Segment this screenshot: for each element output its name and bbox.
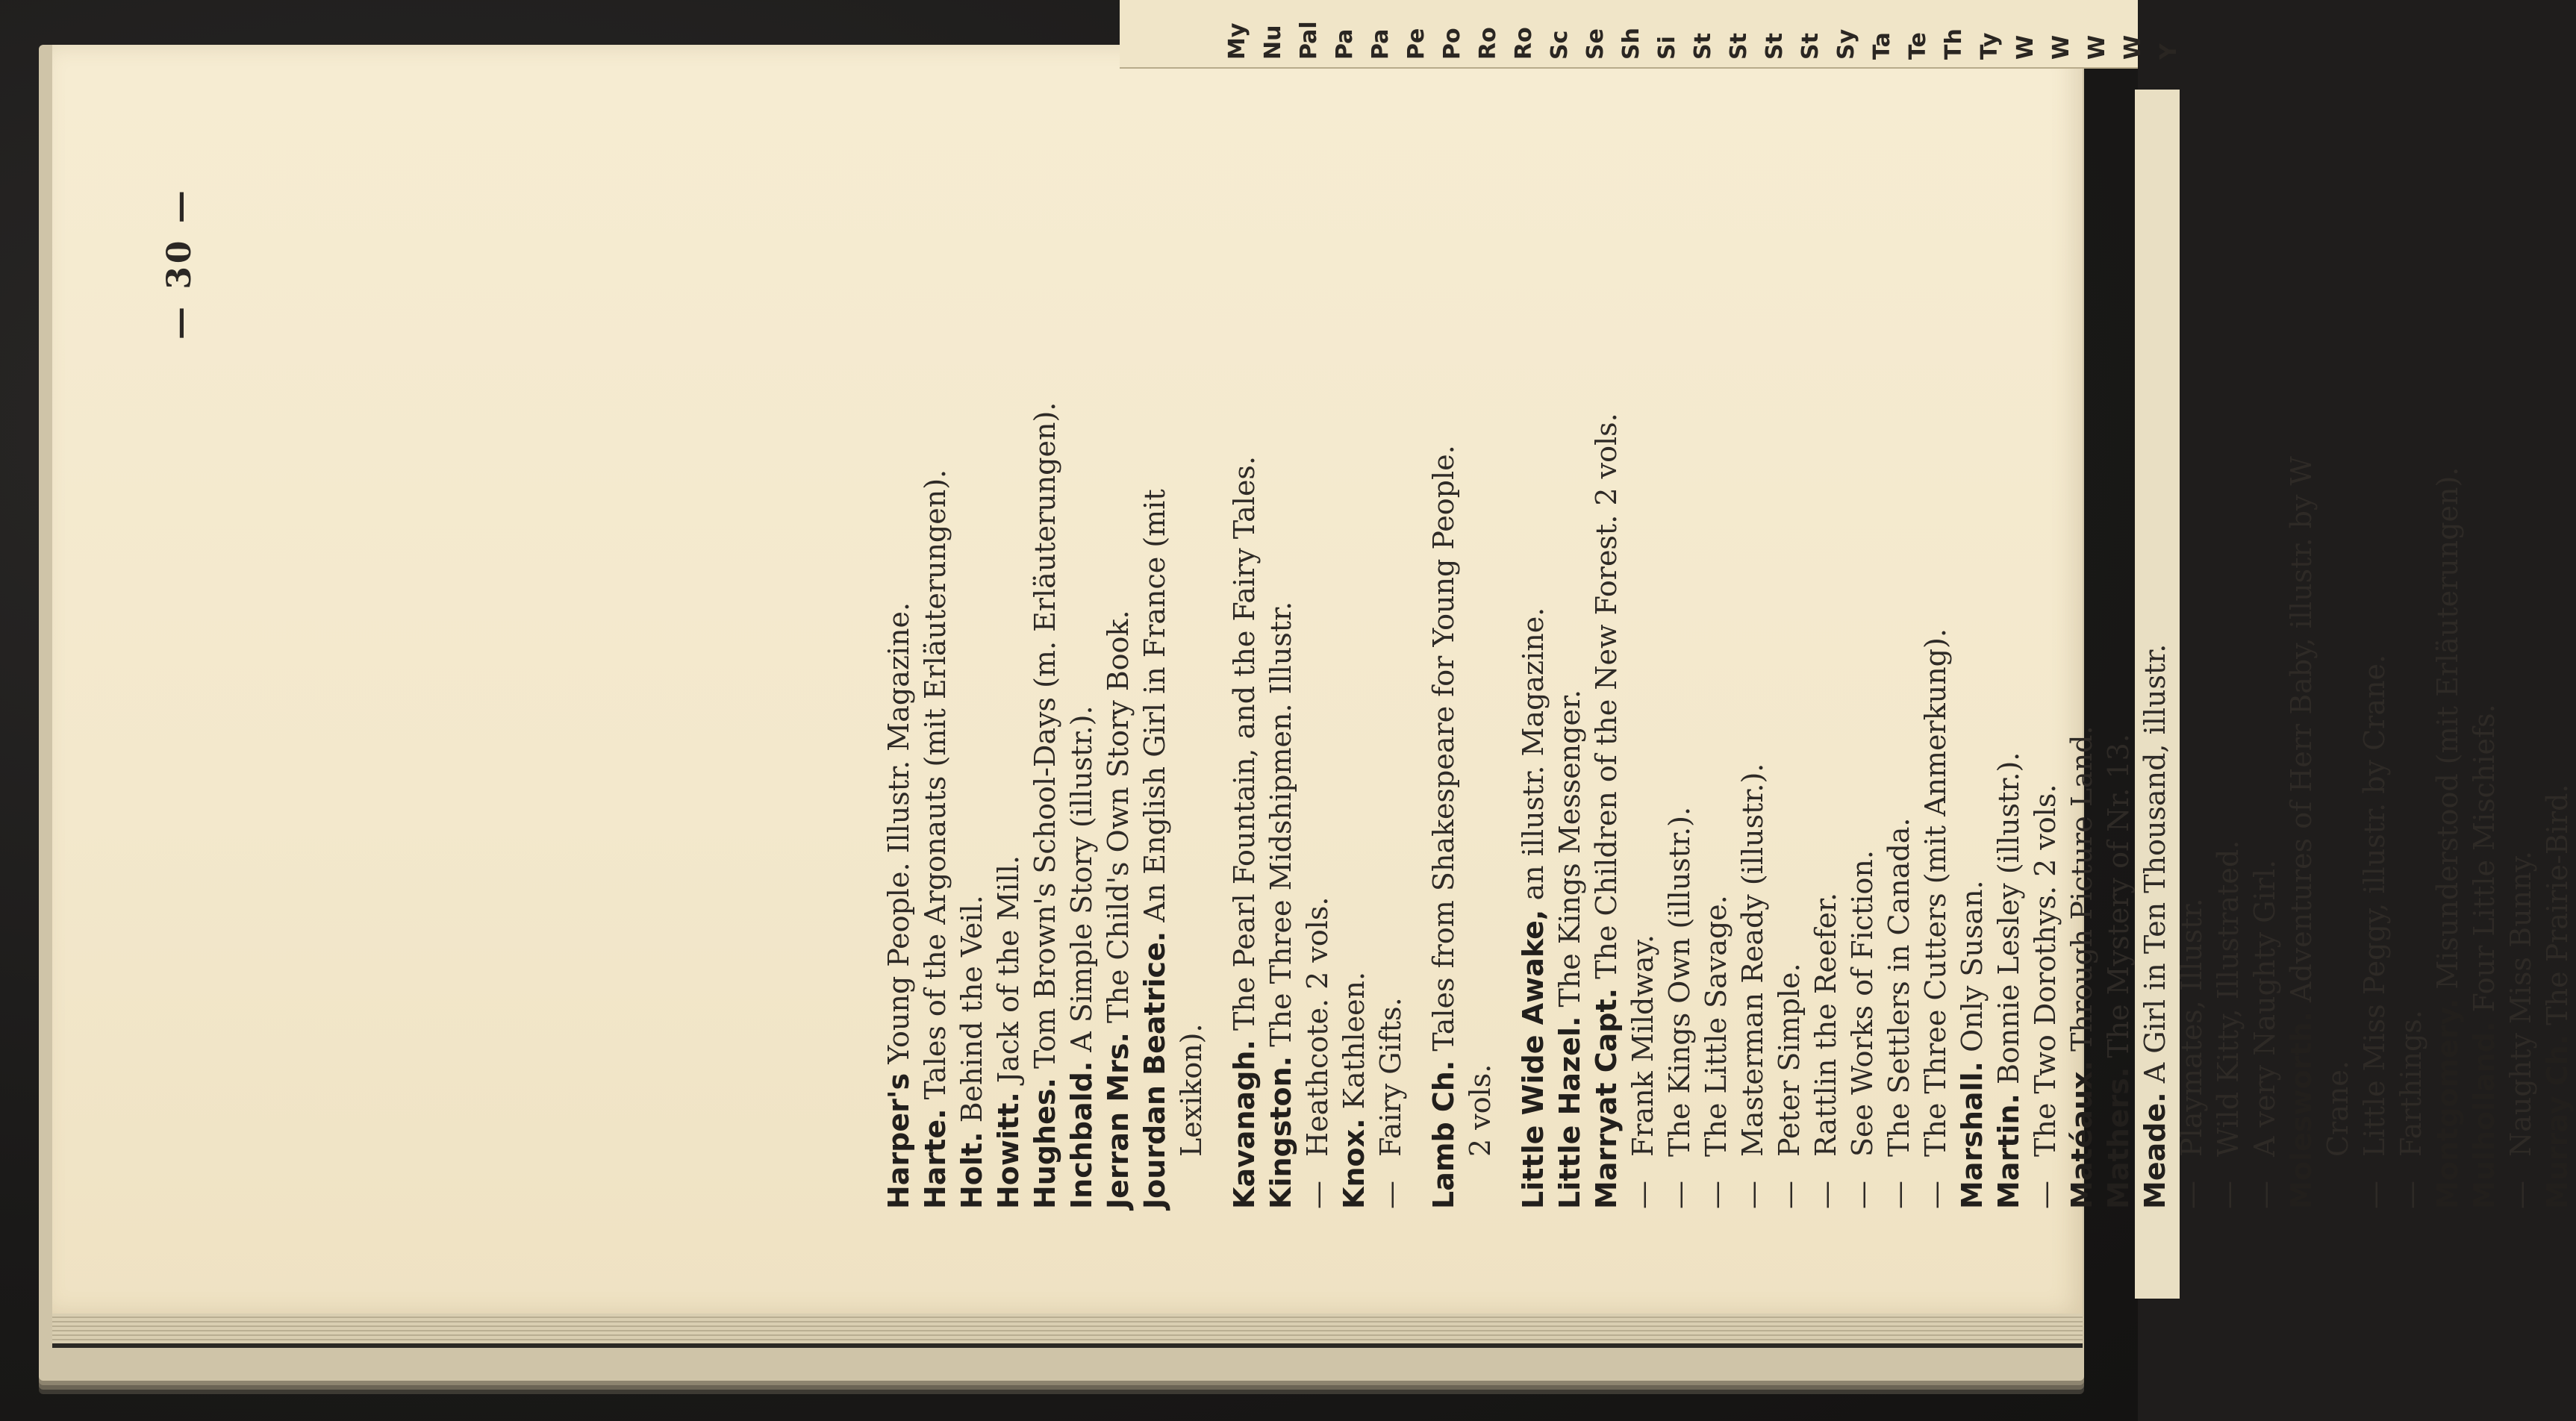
entry-title: The Three Midshipmen. Illustr. <box>1264 601 1297 1056</box>
ditto-dash: — <box>1736 1181 1769 1209</box>
entry-title: Little Miss Peggy, illustr. by Crane. <box>2358 654 2391 1157</box>
entry-title: The Kings Messenger. <box>1553 689 1586 1016</box>
entry-title: The Child's Own Story Book. <box>1102 610 1135 1033</box>
entry-author: Kingston. <box>1264 1055 1297 1209</box>
entry-title: Behind the Veil. <box>955 895 988 1132</box>
ditto-dash: — <box>2175 1181 2208 1209</box>
opposite-fragment: W <box>2084 34 2110 60</box>
entry-title: Frank Mildway. <box>1627 934 1659 1157</box>
opposite-fragment: Pa <box>1332 28 1358 60</box>
entry-author: Mulholland. <box>2468 1021 2501 1209</box>
entry-title: Young People. Illustr. Magazine. <box>882 602 915 1073</box>
catalog-entry <box>991 45 1027 1209</box>
catalog-entry <box>2174 45 2210 1209</box>
entry-title: Tom Brown's School-Days (m. Erläuterungen). <box>1029 402 1061 1078</box>
entry-title: Wild Kitty, Illustrated. <box>2212 840 2245 1157</box>
entry-author: Holt. <box>955 1131 988 1209</box>
opposite-fragment: My <box>1224 22 1250 60</box>
entry-title: Four Little Mischiefs. <box>2468 704 2501 1022</box>
opposite-fragment: Pal <box>1296 21 1322 60</box>
opposite-fragment: W <box>2120 34 2146 60</box>
entry-author: Martin. <box>1992 1093 2025 1209</box>
entry-title: Farthings. <box>2395 1010 2427 1157</box>
entry-author: Marryat Capt. <box>1590 987 1623 1209</box>
ditto-dash: — <box>1627 1181 1659 1209</box>
entry-title: The Little Savage. <box>1700 895 1733 1157</box>
entry-author: Jourdan Beatrice. <box>1138 931 1171 1209</box>
entry-title: Tales of the Argonauts (mit Erläuterungen). <box>919 469 952 1109</box>
catalog-entry <box>2539 45 2576 1209</box>
catalog-entry <box>954 45 991 1209</box>
ditto-dash: — <box>2212 1181 2245 1209</box>
entry-title: The Two Dorothys. 2 vols. <box>2029 784 2062 1157</box>
catalog-entry <box>1881 45 1918 1209</box>
catalog-entry <box>1300 45 1336 1209</box>
catalog-entry <box>2027 45 2064 1209</box>
opposite-fragment: Ro <box>1475 27 1501 60</box>
ditto-dash: — <box>1773 1181 1806 1209</box>
opposite-fragment: Pe <box>1403 28 1429 60</box>
entry-author: Inchbald. <box>1065 1061 1098 1209</box>
catalog-entry <box>2320 45 2357 1209</box>
catalog-entry <box>1918 45 1954 1209</box>
catalog-entry <box>1226 45 1263 1209</box>
catalog-entry <box>2466 45 2503 1209</box>
catalog-entry <box>2357 45 2393 1209</box>
entry-title: Only Susan. <box>1956 880 1989 1061</box>
entry-title: Fairy Gifts. <box>1374 997 1407 1157</box>
entry-title: Kathleen. <box>1338 971 1370 1119</box>
catalog-entry <box>2064 45 2101 1209</box>
opposite-fragment: Pa <box>1367 28 1394 60</box>
entry-title: Rattlin the Reefer. <box>1809 892 1842 1157</box>
catalog-entry <box>1588 45 1625 1209</box>
catalog-entry <box>917 45 954 1209</box>
catalog-entry <box>881 45 917 1209</box>
opposite-fragment: W <box>2012 34 2039 60</box>
ditto-dash: — <box>1919 1181 1952 1209</box>
ditto-dash: — <box>1374 1181 1407 1209</box>
opposite-fragment: Y <box>2156 43 2182 60</box>
entry-author: Hughes. <box>1029 1078 1061 1209</box>
entry-title: Jack of the Mill. <box>992 855 1025 1093</box>
opposite-fragment: St <box>1726 33 1752 60</box>
catalog-entry <box>1771 45 1808 1209</box>
opposite-fragment: Sh <box>1618 28 1644 60</box>
catalog-entry <box>1954 45 1991 1209</box>
entry-author: Jerran Mrs. <box>1102 1032 1135 1209</box>
entry-title: Through Picture Land. <box>2065 725 2098 1061</box>
catalog-entries <box>881 45 2576 1209</box>
catalog-entry <box>1173 45 1210 1209</box>
entry-title: an illustr. Magazine. <box>1517 607 1550 910</box>
catalog-entry <box>2503 45 2539 1209</box>
entry-title: Crane. <box>2321 1061 2354 1157</box>
catalog-entry <box>2101 45 2137 1209</box>
ditto-dash: — <box>2358 1181 2391 1209</box>
entry-title: The Prairie-Bird. <box>2541 784 2574 1034</box>
catalog-entry <box>1698 45 1735 1209</box>
opposite-fragment: St <box>1690 33 1716 60</box>
opposite-fragment: Ta <box>1869 32 1895 60</box>
entry-author: Little Hazel. <box>1553 1016 1586 1209</box>
opposite-fragment: Se <box>1582 28 1609 60</box>
entry-title: The Children of the New Forest. 2 vols. <box>1590 413 1623 988</box>
opposite-fragment: Ty <box>1977 32 2003 60</box>
opposite-fragment: Nu <box>1260 25 1286 60</box>
ditto-dash: — <box>1700 1181 1733 1209</box>
entry-list <box>881 45 2576 1209</box>
entry-title: Adventures of Herr Baby, illustr. by W <box>2285 456 2318 1012</box>
entry-author: Montgomery. <box>2431 998 2464 1209</box>
entry-author: Harte. <box>919 1108 952 1209</box>
entry-title: An English Girl in France (mit <box>1138 489 1171 931</box>
opposite-fragment: Po <box>1439 28 1465 60</box>
opposite-fragment: Te <box>1905 32 1931 60</box>
page-number-wrap <box>160 187 199 340</box>
ditto-dash: — <box>1883 1181 1915 1209</box>
catalog-entry <box>1991 45 2027 1209</box>
entry-title: A very Naughty Girl. <box>2248 859 2281 1157</box>
opposite-fragment: Sy <box>1833 28 1859 60</box>
entry-title: 2 vols. <box>1464 1064 1497 1157</box>
opposite-fragment: Sc <box>1547 30 1573 60</box>
opposite-fragment: Ro <box>1511 27 1537 60</box>
catalog-entry <box>2393 45 2430 1209</box>
entry-title: Playmates, Illustr. <box>2175 898 2208 1157</box>
entry-author: Matéaux. <box>2065 1060 2098 1209</box>
catalog-entry <box>1373 45 1409 1209</box>
entry-title: A Simple Story (illustr.). <box>1065 705 1098 1061</box>
entry-title: Lexikon). <box>1175 1023 1208 1157</box>
page-bottom-edge <box>52 1314 2083 1348</box>
ditto-dash: — <box>1663 1181 1696 1209</box>
catalog-entry <box>1336 45 1373 1209</box>
ditto-dash: — <box>2248 1181 2281 1209</box>
entry-title: A Girl in Ten Thousand, illustr. <box>2139 643 2171 1093</box>
ditto-dash: — <box>2504 1181 2537 1209</box>
opposite-fragment: St <box>1797 33 1824 60</box>
entry-author: Harper's <box>882 1072 915 1209</box>
entry-author: Little Wide Awake, <box>1517 909 1550 1209</box>
catalog-entry <box>2283 45 2320 1209</box>
opposite-fragment: W <box>2048 34 2074 60</box>
catalog-entry <box>1462 45 1499 1209</box>
catalog-entry <box>1844 45 1881 1209</box>
catalog-entry <box>2247 45 2283 1209</box>
catalog-entry <box>1515 45 1552 1209</box>
opposite-fragment: Si <box>1654 36 1680 60</box>
entry-author: Murray Ch. <box>2541 1034 2574 1209</box>
catalog-entry <box>1064 45 1100 1209</box>
entry-author: Meade. <box>2139 1092 2171 1209</box>
entry-author: Molesworth. <box>2285 1011 2318 1209</box>
entry-title: Naughty Miss Bunny. <box>2504 851 2537 1157</box>
entry-title: Misunderstood (mit Erläuterungen). <box>2431 466 2464 999</box>
ditto-dash: — <box>2029 1181 2062 1209</box>
entry-title: See Works of Fiction. <box>1846 850 1879 1157</box>
ditto-dash: — <box>2395 1181 2427 1209</box>
entry-title: The Mystery of Nr. 13. <box>2102 734 2135 1067</box>
entry-title: Heathcote. 2 vols. <box>1301 896 1334 1157</box>
catalog-entry <box>1027 45 1064 1209</box>
entry-title: The Settlers in Canada. <box>1883 817 1915 1157</box>
catalog-entry <box>1100 45 1137 1209</box>
page-number: — 30 — <box>160 187 199 340</box>
entry-title: Tales from Shakespeare for Young People. <box>1427 445 1460 1061</box>
catalog-entry <box>2210 45 2247 1209</box>
entry-author: Lamb Ch. <box>1427 1060 1460 1209</box>
catalog-entry <box>1735 45 1771 1209</box>
entry-title: The Kings Own (illustr.). <box>1663 806 1696 1157</box>
entry-author: Kavanagh. <box>1228 1040 1261 1209</box>
catalog-entry <box>2430 45 2466 1209</box>
entry-title: The Pearl Fountain, and the Fairy Tales. <box>1228 455 1261 1040</box>
entry-author: Howitt. <box>992 1092 1025 1209</box>
ditto-dash: — <box>1846 1181 1879 1209</box>
catalog-entry <box>2137 45 2174 1209</box>
catalog-entry <box>1426 45 1462 1209</box>
catalog-entry <box>1263 45 1300 1209</box>
entry-author: Mathers. <box>2102 1066 2135 1209</box>
entry-author: Marshall. <box>1956 1061 1989 1209</box>
entry-title: Masterman Ready (illustr.). <box>1736 763 1769 1157</box>
entry-author: Knox. <box>1338 1118 1370 1209</box>
catalog-entry <box>1662 45 1698 1209</box>
ditto-dash: — <box>1809 1181 1842 1209</box>
opposite-fragment: St <box>1762 33 1788 60</box>
entry-title: Bonnie Lesley (illustr.). <box>1992 752 2025 1094</box>
catalog-entry <box>1137 45 1173 1209</box>
ditto-dash: — <box>1301 1181 1334 1209</box>
catalog-entry <box>1552 45 1588 1209</box>
entry-title: Peter Simple. <box>1773 963 1806 1157</box>
opposite-fragment: Th <box>1941 28 1967 60</box>
catalog-entry <box>1808 45 1844 1209</box>
entry-title: The Three Cutters (mit Anmerkung). <box>1919 628 1952 1157</box>
catalog-entry <box>1625 45 1662 1209</box>
